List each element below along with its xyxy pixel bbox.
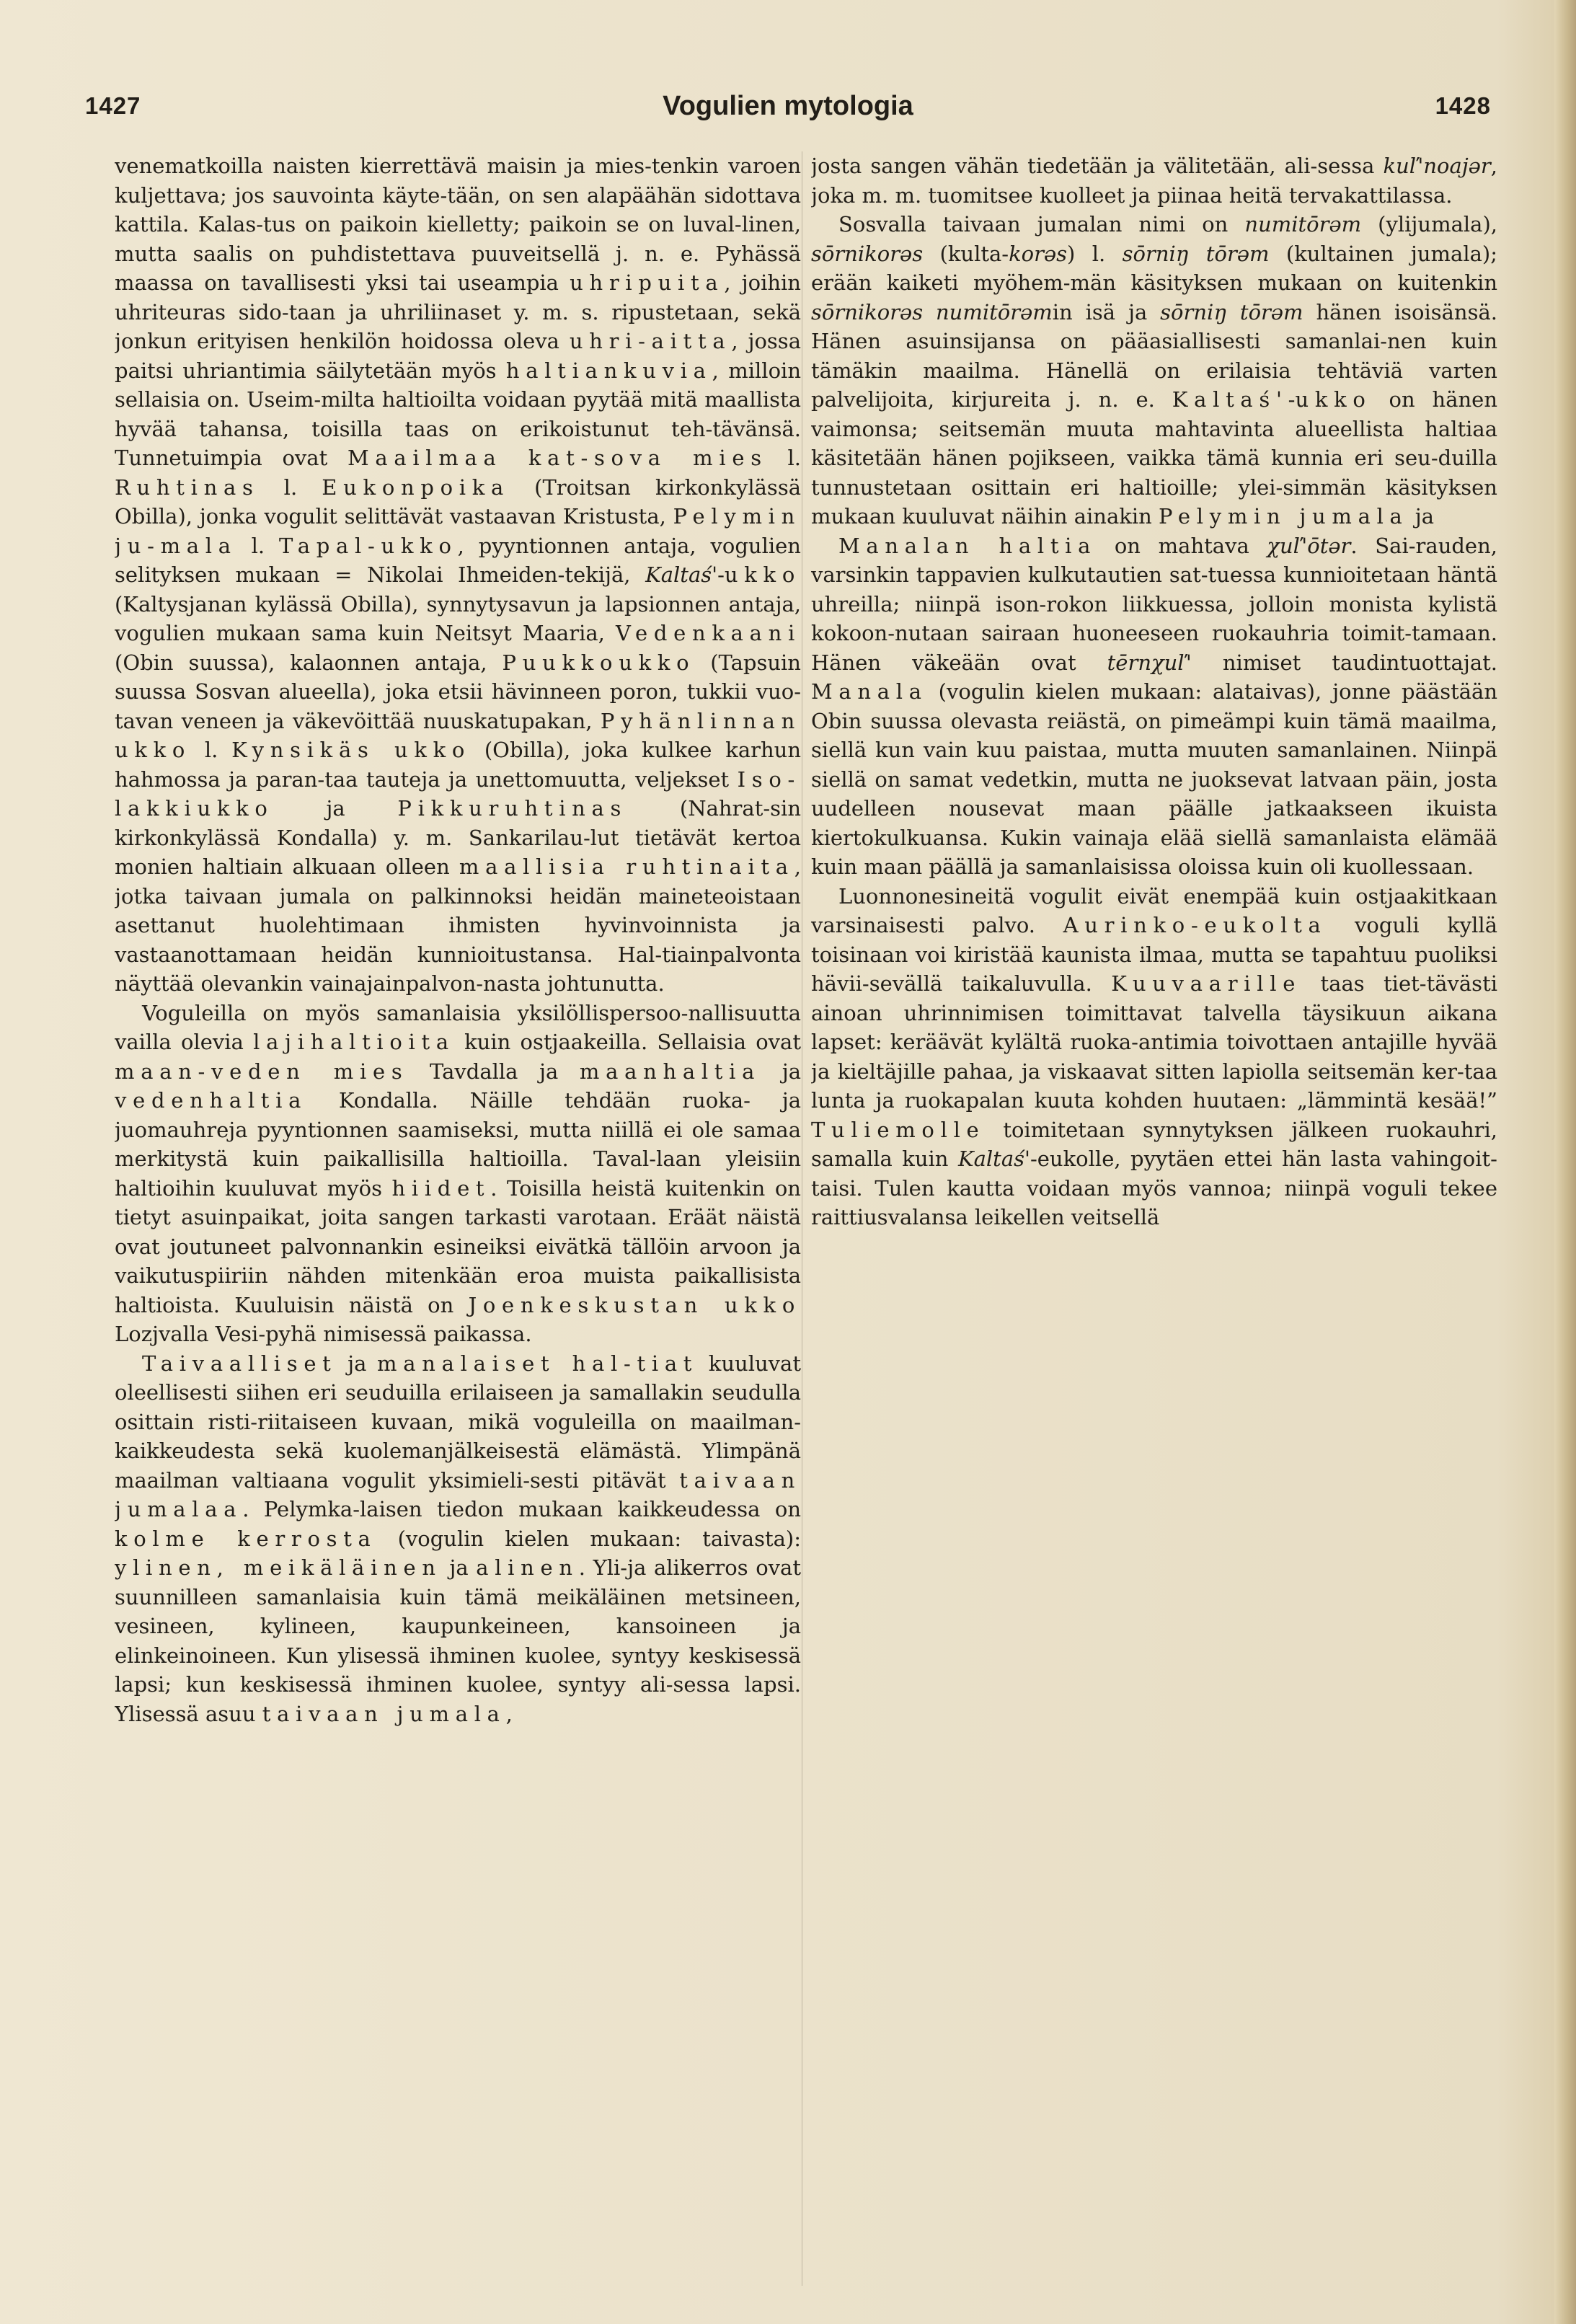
running-header bbox=[85, 92, 1491, 136]
spaced-term: Kuuvaarille bbox=[1111, 971, 1302, 996]
text-run: . Sai-rauden, varsinkin tappavien kulkutautien sat-tuessa kunnioitetaan häntä uhreilla; niinpä ison-rokon liikkuessa, jolloin monista kylistä kokoon-nutaan sairaan huoneeseen ruokauhria toimit-tamaan. Hänen väkeään ovat bbox=[811, 533, 1497, 675]
spaced-term: Manala bbox=[811, 679, 928, 704]
text-run: Sosvalla taivaan jumalan nimi on bbox=[838, 212, 1245, 237]
left-page-number: 1427 bbox=[85, 92, 141, 119]
text-run: , jotka taivaan jumala on palkinnoksi heidän maineteoistaan asettanut huolehtimaan ihmisten hyvinvoinnista ja vastaanottamaan heidän kunnioitustansa. Hal-tiainpalvonta näyttää olevankin vainajainpalvon-nasta johtunutta. bbox=[115, 854, 801, 996]
spaced-term: Maailmaa kat-sova mies bbox=[347, 446, 768, 470]
italic-term: Kaltaś' bbox=[645, 562, 718, 587]
text-run: ja bbox=[441, 1555, 477, 1580]
italic-term: numitōrəm bbox=[1244, 212, 1362, 237]
right-column bbox=[811, 151, 1497, 2300]
paragraph bbox=[115, 151, 801, 999]
text-run: . Yli-ja alikerros ovat suunnilleen samanlaisia kuin tämä meikäläinen metsineen, vesineen, kylineen, kaupunkeineen, kansoineen ja elinkeinoineen. Kun ylisessä ihminen kuolee, syntyy keskisessä lapsi; kun keskisessä ihminen kuolee, syntyy ali-sessa lapsi. Ylisessä asuu bbox=[115, 1555, 801, 1726]
spaced-term: maallisia ruhtinaita bbox=[459, 854, 794, 879]
italic-term: Kaltaś' bbox=[957, 1146, 1030, 1171]
italic-term: tērnχuľ' bbox=[1107, 650, 1192, 675]
spaced-term: Ruhtinas bbox=[115, 474, 260, 500]
text-run: (Obilla), joka kulkee karhun hahmossa ja paran-taa tauteja ja unettomuutta, veljekset bbox=[115, 738, 801, 792]
italic-term: sōrnikorəs numitōrəm bbox=[811, 299, 1053, 324]
text-run: josta sangen vähän tiedetään ja välitetään, ali-sessa bbox=[811, 154, 1384, 178]
text-run: (kulta- bbox=[923, 241, 1009, 266]
text-run: kuuluvat oleellisesti siihen eri seuduilla erilaiseen ja samallakin seudulla osittain risti-riitaiseen kuvaan, mikä voguleilla on maailman-kaikkeudesta sekä kuolemanjälkeisestä elämästä. Ylimpänä maailman valtiaana vogulit yksimieli-sesti pitävät bbox=[115, 1351, 801, 1493]
spaced-term: Tapal-ukko bbox=[279, 533, 458, 558]
text-run: , pyyntionnen antaja, vogulien selityksen mukaan = Nikolai Ihmeiden-tekijä, bbox=[115, 533, 801, 587]
text-run: , bbox=[505, 1701, 513, 1726]
text-run: kuin ostjaakeilla. Sellaisia ovat bbox=[454, 1030, 801, 1054]
text-run: Kondalla. Näille tehdään ruoka- ja juomauhreja pyyntionnen saamiseksi, mutta niillä ei ole samaa merkitystä kuin paikallisilla haltioilla. Taval-laan yleisiin haltioihin kuuluvat myös bbox=[115, 1088, 801, 1201]
spaced-term: Eukonpoika bbox=[322, 474, 510, 500]
paragraph bbox=[811, 531, 1497, 882]
text-run: - bbox=[1288, 387, 1296, 412]
text-run: on hänen vaimonsa; seitsemän muuta mahtavinta alueellista haltiaa käsitetään hänen pojikseen, vaikka tämä kunnia eri seu-duilla tunnustetaan osittain eri haltioille; ylei-simmän käsityksen mukaan kuuluvat näihin ainakin bbox=[811, 387, 1497, 529]
spaced-term: Joenkeskustan ukko bbox=[468, 1292, 801, 1317]
text-run: (vogulin kielen mukaan: taivasta): bbox=[376, 1526, 801, 1551]
italic-term: χuľ'ōtər bbox=[1267, 533, 1351, 558]
spaced-term: ukko bbox=[1295, 387, 1372, 412]
text-run: ja bbox=[337, 1351, 378, 1376]
text-run: voguli kyllä toisinaan voi kiristää kaunista ilmaa, mutta se tapahtuu puoliksi hävii-sevällä taikaluvulla. bbox=[811, 913, 1497, 996]
text-run: , jossa paitsi uhriantimia säilytetään myös bbox=[115, 329, 801, 383]
spaced-term: hiidet bbox=[391, 1175, 491, 1201]
text-run: . Pelymka-laisen tiedon mukaan kaikkeudessa on bbox=[242, 1497, 801, 1521]
text-run: Voguleilla on myös samanlaisia yksilöllispersoo-nallisuutta vailla olevia bbox=[115, 1000, 801, 1054]
right-page-number: 1428 bbox=[1435, 92, 1491, 119]
spaced-term: uhri-aitta bbox=[569, 329, 732, 353]
paragraph bbox=[811, 210, 1497, 531]
text-run: ja bbox=[273, 796, 398, 821]
spaced-term: alinen bbox=[476, 1555, 579, 1580]
text-run: (Tapsuin suussa Sosvan alueella), joka etsii hävinneen poron, tukkii vuo-tavan veneen ja väkevöittää nuuskatupakan, bbox=[115, 650, 801, 733]
spaced-term: Manalan haltia bbox=[838, 533, 1097, 558]
text-run: ) l. bbox=[1067, 241, 1123, 266]
italic-term: sōrnikorəs bbox=[811, 241, 924, 266]
spaced-term: Pyhänlinnan ukko bbox=[115, 708, 801, 762]
spaced-term: Iso-lakkiukko bbox=[115, 766, 801, 821]
text-run: (Nahrat-sin kirkonkylässä Kondalla) y. m. Sankarilau-lut tietävät kertoa monien haltiain alkuaan olleen bbox=[115, 796, 801, 879]
text-run: -eukolle, pyytäen ettei hän lasta vahingoit-taisi. Tulen kautta voidaan myös vannoa; niinpä voguli tekee raittiusvalansa leikellen veitsellä bbox=[811, 1146, 1497, 1229]
text-run: hänen isoisänsä. Hänen asuinsijansa on pääasiallisesti samanlai-nen kuin tämäkin maailma. Hänellä on erilaisia tehtäviä varten palvelijoita, kirjureita j. n. e. bbox=[811, 299, 1497, 412]
text-run: l. bbox=[236, 533, 280, 558]
spaced-term: Taivaalliset bbox=[142, 1351, 337, 1376]
text-run: nimiset taudintuottajat. bbox=[1191, 650, 1497, 675]
text-run: in isä ja bbox=[1052, 299, 1161, 324]
text-run: Luonnonesineitä vogulit eivät enempää kuin ostjaakitkaan varsinaisesti palvo. bbox=[811, 883, 1497, 937]
spaced-term: Kaltaś' bbox=[1172, 387, 1288, 412]
spaced-term: Pikkuruhtinas bbox=[397, 796, 628, 821]
spaced-term: taivaan jumala bbox=[262, 1701, 506, 1726]
text-run: on mahtava bbox=[1097, 533, 1267, 558]
text-run: l. bbox=[767, 446, 801, 470]
spaced-term: kolme kerrosta bbox=[115, 1526, 377, 1551]
text-run: , joka m. m. tuomitsee kuolleet ja piinaa heitä tervakattilassa. bbox=[811, 154, 1497, 208]
text-run: ja bbox=[761, 1059, 801, 1084]
spaced-term: taivaan jumalaa bbox=[115, 1467, 801, 1521]
spaced-term: haltiankuvia bbox=[505, 358, 712, 383]
text-run: , joihin uhriteuras sido-taan ja uhriliinaset y. m. s. ripustetaan, sekä jonkun erityisen henkilön hoidossa oleva bbox=[115, 270, 801, 353]
text-run: (kultainen jumala); erään kaiketi myöhem-män käsityksen mukaan on kuitenkin bbox=[811, 241, 1497, 295]
paragraph bbox=[115, 1349, 801, 1729]
paragraph bbox=[811, 882, 1497, 1232]
left-column bbox=[115, 151, 801, 2300]
text-run: - bbox=[717, 562, 725, 587]
spaced-term: maanhaltia bbox=[579, 1059, 761, 1084]
italic-term: sōrniŋ tōrəm bbox=[1122, 241, 1270, 266]
spaced-term: Aurinko-eukolta bbox=[1063, 913, 1327, 937]
text-run: l. bbox=[259, 474, 322, 500]
paragraph bbox=[811, 151, 1497, 210]
text-run: taas tiet-tävästi ainoan uhrinnimisen toimittavat talvella täysikuun aikana lapset: keräävät kylältä ruoka-antimia toivottaen antajille hyvää ja kieltäjille pahaa, ja viskaavat sitten lapiolla seitsemän ker-taa lunta ja ruokapalan kuuta kohden huutaen: „lämmintä kesää!” bbox=[811, 971, 1497, 1113]
paragraph bbox=[115, 999, 801, 1349]
spaced-term: ukko bbox=[724, 562, 801, 587]
text-run: toimitetaan synnytyksen jälkeen ruokauhri, samalla kuin bbox=[811, 1117, 1497, 1171]
text-run: , milloin sellaisia on. Useim-milta haltioilta voidaan pyytää mitä maallista hyvää tahansa, toisilla taas on erikoistunut teh-tävänsä. Tunnetuimpia ovat bbox=[115, 358, 801, 470]
text-run: l. bbox=[191, 738, 232, 762]
text-run: . Toisilla heistä kuitenkin on tietyt asuinpaikat, joita sangen tarkasti varotaan. Eräät näistä ovat joutuneet palvonnankin esineiksi eivätkä tällöin arvoon ja vaikutuspiiriin nähden mitenkään eroa muista paikallisista haltioista. Kuuluisin näistä on bbox=[115, 1175, 801, 1317]
spaced-term: Tuliemolle bbox=[811, 1117, 986, 1142]
spaced-term: Vedenkaani bbox=[616, 621, 801, 645]
italic-term: kuľ'noajər bbox=[1383, 154, 1491, 178]
text-run: ja bbox=[1408, 504, 1435, 529]
spaced-term: vedenhaltia bbox=[115, 1088, 308, 1113]
spaced-term: uhripuita bbox=[570, 270, 725, 295]
spaced-term: Puukkoukko bbox=[502, 650, 696, 675]
text-run: (vogulin kielen mukaan: alataivas), jonne päästään Obin suussa olevasta reiästä, on pimeämpi kuin tämä maailma, siellä kun vain kuu paistaa, mutta muuten samanlainen. Niinpä siellä on samat vedetkin, mutta ne juoksevat latvaan päin, josta uudelleen nousevat maan päälle jatkaakseen ikuista kiertokulkuansa. Kukin vainaja elää siellä samanlaista elämää kuin maan päällä ja samanlaisissa oloissa kuin oli kuollessaan. bbox=[811, 679, 1497, 879]
text-run: (Obin suussa), kalaonnen antaja, bbox=[115, 650, 503, 675]
spaced-term: ylinen, meikäläinen bbox=[115, 1555, 442, 1580]
text-run: (Kaltysjanan kylässä Obilla), synnytysavun ja lapsionnen antaja, vogulien mukaan sama kuin Neitsyt Maaria, bbox=[115, 591, 801, 645]
book-spine-shadow bbox=[1554, 0, 1576, 2324]
text-run: (ylijumala), bbox=[1361, 212, 1497, 237]
spaced-term: manalaiset hal-tiat bbox=[377, 1351, 699, 1376]
spaced-term: Pelymin ju-mala bbox=[115, 504, 801, 558]
text-run: (Troitsan kirkonkylässä Obilla), jonka vogulit selittävät vastaavan Kristusta, bbox=[115, 474, 801, 529]
italic-term: sōrniŋ tōrəm bbox=[1160, 299, 1303, 324]
spaced-term: Kynsikäs ukko bbox=[231, 738, 472, 762]
spaced-term: maan-veden mies bbox=[115, 1059, 409, 1084]
italic-term: korəs bbox=[1009, 241, 1068, 266]
spaced-term: lajihaltioita bbox=[253, 1030, 455, 1054]
spaced-term: Pelymin jumala bbox=[1159, 504, 1409, 529]
text-run: venematkoilla naisten kierrettävä maisin ja mies-tenkin varoen kuljettava; jos sauvointa käyte-tään, on sen alapäähän sidottava kattila. Kalas-tus on paikoin kielletty; paikoin se on luval-linen, mutta saalis on puhdistettava puuveitsellä j. n. e. Pyhässä maassa on tavallisesti yksi tai useampia bbox=[115, 154, 801, 295]
text-run: Tavdalla ja bbox=[408, 1059, 580, 1084]
running-title: Vogulien mytologia bbox=[663, 91, 913, 121]
text-run: Lozjvalla Vesi-pyhä nimisessä paikassa. bbox=[115, 1322, 532, 1346]
